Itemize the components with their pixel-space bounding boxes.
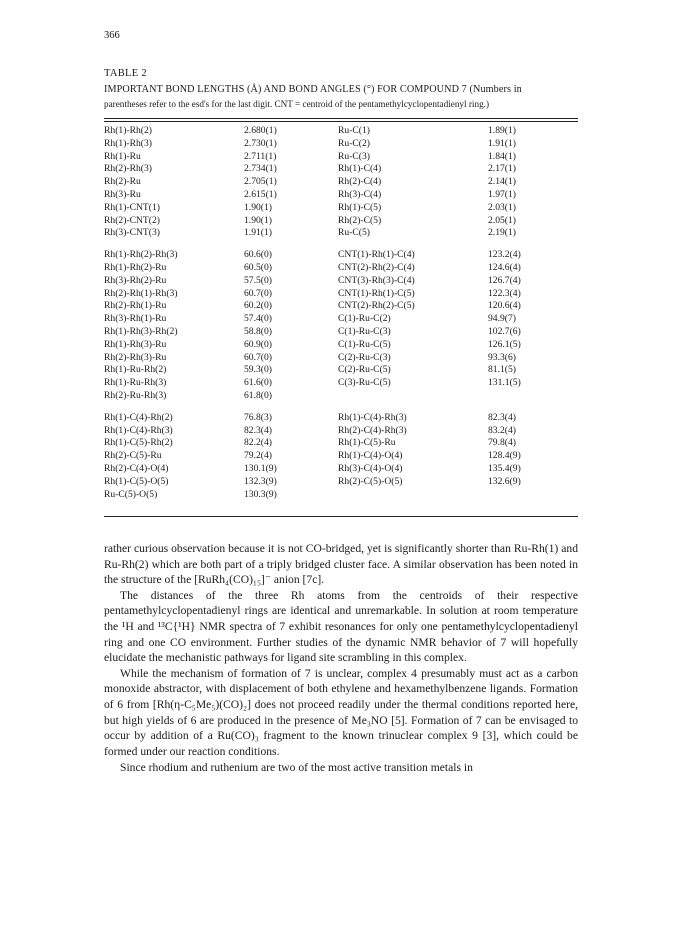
- bond-value: 1.90(1): [244, 201, 272, 213]
- caption-continuation: parentheses refer to the esd's for the last digit. CNT = centroid of the pentamethylcyclopentadienyl ring.): [104, 99, 490, 109]
- bond-label: Rh(1)-C(4)-O(4): [338, 450, 403, 462]
- bond-label: C(1)-Ru-C(5): [338, 338, 391, 350]
- bond-value: 60.7(0): [244, 287, 272, 299]
- table-row: [104, 412, 578, 425]
- page-number: 366: [104, 30, 120, 41]
- table-row: [104, 339, 578, 352]
- carbonyl-angles-group: [104, 412, 578, 502]
- bond-label: Ru-C(5): [338, 227, 370, 239]
- bond-value: 58.8(0): [244, 325, 272, 337]
- bond-label: Rh(1)-C(5)-Rh(2): [104, 437, 173, 449]
- bond-value: 57.4(0): [244, 313, 272, 325]
- bond-label: Rh(1)-C(4)-Rh(2): [104, 411, 173, 423]
- bond-label: Rh(1)-C(5)-O(5): [104, 475, 169, 487]
- table-row: [104, 288, 578, 301]
- bond-label: Ru-C(3): [338, 150, 370, 162]
- bond-label: Ru-C(1): [338, 125, 370, 136]
- bond-label: C(2)-Ru-C(5): [338, 364, 391, 376]
- bond-value: 60.2(0): [244, 300, 272, 312]
- bond-value: 82.3(4): [488, 411, 516, 423]
- bond-label: CNT(2)-Rh(2)-C(4): [338, 261, 415, 273]
- table-row: [104, 489, 578, 502]
- bond-value: 123.2(4): [488, 249, 521, 261]
- bond-value: 1.91(1): [488, 137, 516, 149]
- table-row: [104, 151, 578, 164]
- table-label: TABLE 2: [104, 68, 147, 79]
- bond-value: 82.2(4): [244, 437, 272, 449]
- table-row: [104, 163, 578, 176]
- bond-value: 102.7(6): [488, 325, 521, 337]
- bond-label: Rh(1)-CNT(1): [104, 201, 160, 213]
- paragraph-1: rather curious observation because it is not CO-bridged, yet is significantly shorter than Ru-Rh(1) and Ru-Rh(2) which are both part of a triply bridged cluster face. A similar observation has been noted in the structure of the [RuRh₄(CO)₁₅]⁻ anion [7c].: [104, 542, 578, 587]
- bond-label: C(1)-Ru-C(2): [338, 313, 391, 325]
- caption-main: IMPORTANT BOND LENGTHS (Å) AND BOND ANGLES (°) FOR COMPOUND 7 (Numbers in: [104, 84, 522, 95]
- bond-value: 122.3(4): [488, 287, 521, 299]
- bond-label: Ru-C(2): [338, 137, 370, 149]
- bond-value: 2.14(1): [488, 176, 516, 188]
- bond-value: 124.6(4): [488, 261, 521, 273]
- bond-label: Ru-C(5)-O(5): [104, 488, 158, 500]
- bond-value: 2.19(1): [488, 227, 516, 239]
- bond-value: 61.8(0): [244, 389, 272, 401]
- table-row: [104, 300, 578, 313]
- bond-value: 60.6(0): [244, 249, 272, 261]
- table-row: [104, 249, 578, 262]
- table-row: [104, 364, 578, 377]
- bond-value: 1.89(1): [488, 125, 516, 136]
- bond-label: Rh(2)-Ru: [104, 176, 141, 188]
- bond-label: Rh(1)-Rh(3)-Ru: [104, 338, 167, 350]
- bond-value: 57.5(0): [244, 274, 272, 286]
- bond-value: 132.6(9): [488, 475, 521, 487]
- bond-label: Rh(2)-Rh(3)-Ru: [104, 351, 167, 363]
- bond-label: Rh(1)-C(4): [338, 163, 382, 175]
- bond-value: 76.8(3): [244, 411, 272, 423]
- paragraph-4-partial: Since rhodium and ruthenium are two of the most active transition metals in: [120, 761, 473, 773]
- bond-value: 93.3(6): [488, 351, 516, 363]
- bond-value: 1.91(1): [244, 227, 272, 239]
- bond-label: Rh(2)-Rh(1)-Ru: [104, 300, 167, 312]
- bond-value: 2.615(1): [244, 188, 277, 200]
- bond-value: 120.6(4): [488, 300, 521, 312]
- table-caption: [104, 83, 576, 111]
- bond-label: Rh(2)-C(5)-O(5): [338, 475, 403, 487]
- table-row: [104, 189, 578, 202]
- bond-value: 1.90(1): [244, 214, 272, 226]
- bond-label: Rh(3)-Ru: [104, 188, 141, 200]
- bond-label: Rh(3)-CNT(3): [104, 227, 160, 239]
- table-row: [104, 476, 578, 489]
- paragraph-2: The distances of the three Rh atoms from the centroids of their respective pentamethylcyclopentadienyl rings are identical and unremarkable. In solution at room temperature the ¹H and ¹³C{¹H} NMR spectra of 7 exhibit resonances for only one pentamethylcyclopentadienyl ring and one CO environment. Further studies of the dynamic NMR behavior of 7 will hopefully elucidate the mechanistic pathways for ligand site scrambling in this complex.: [104, 588, 578, 665]
- bond-label: Rh(3)-Rh(1)-Ru: [104, 313, 167, 325]
- bond-label: Rh(2)-C(4)-O(4): [104, 462, 169, 474]
- bond-label: Rh(1)-C(4)-Rh(3): [338, 411, 407, 423]
- bond-label: Rh(2)-C(4): [338, 176, 382, 188]
- bond-value: 130.3(9): [244, 488, 277, 500]
- bond-label: Rh(1)-C(4)-Rh(3): [104, 424, 173, 436]
- bond-value: 60.5(0): [244, 261, 272, 273]
- table-row: [104, 463, 578, 476]
- bond-value: 94.9(7): [488, 313, 516, 325]
- table-row: [104, 326, 578, 339]
- bond-label: Rh(2)-C(5)-Ru: [104, 450, 162, 462]
- bond-value: 2.17(1): [488, 163, 516, 175]
- table-row: [104, 176, 578, 189]
- table-row: [104, 138, 578, 151]
- bond-value: 2.705(1): [244, 176, 277, 188]
- bond-value: 132.3(9): [244, 475, 277, 487]
- bond-label: Rh(1)-Rh(2)-Ru: [104, 261, 167, 273]
- table-row: [104, 215, 578, 228]
- table-row: [104, 425, 578, 438]
- bond-table: [104, 125, 578, 510]
- bond-label: Rh(2)-CNT(2): [104, 214, 160, 226]
- bond-value: 135.4(9): [488, 462, 521, 474]
- bond-value: 2.680(1): [244, 125, 277, 136]
- bond-label: Rh(3)-C(4): [338, 188, 382, 200]
- bond-label: Rh(2)-C(4)-Rh(3): [338, 424, 407, 436]
- bond-label: Rh(2)-Rh(1)-Rh(3): [104, 287, 178, 299]
- bond-value: 60.9(0): [244, 338, 272, 350]
- table-row: [104, 377, 578, 390]
- table-bottom-rule: [104, 516, 578, 517]
- bond-value: 2.05(1): [488, 214, 516, 226]
- bond-label: Rh(1)-Ru-Rh(3): [104, 377, 167, 389]
- bond-value: 60.7(0): [244, 351, 272, 363]
- bond-label: CNT(1)-Rh(1)-C(5): [338, 287, 415, 299]
- bond-label: C(2)-Ru-C(3): [338, 351, 391, 363]
- bond-value: 2.711(1): [244, 150, 277, 162]
- table-row: [104, 390, 578, 403]
- table-row: [104, 275, 578, 288]
- bond-value: 1.84(1): [488, 150, 516, 162]
- bond-value: 82.3(4): [244, 424, 272, 436]
- metal-angles-group: [104, 249, 578, 403]
- bond-label: CNT(2)-Rh(2)-C(5): [338, 300, 415, 312]
- bond-label: CNT(3)-Rh(3)-C(4): [338, 274, 415, 286]
- bond-lengths-group: [104, 125, 578, 240]
- bond-label: Rh(2)-Rh(3): [104, 163, 152, 175]
- bond-value: 61.6(0): [244, 377, 272, 389]
- bond-label: Rh(3)-C(4)-O(4): [338, 462, 403, 474]
- body-text: [104, 541, 578, 772]
- bond-label: Rh(3)-Rh(2)-Ru: [104, 274, 167, 286]
- paragraph-3: While the mechanism of formation of 7 is unclear, complex 4 presumably must act as a carbon monoxide abstractor, with displacement of both ethylene and hexamethylbenzene ligands. Formation of 6 from [Rh(η-C₅Me₅)(CO)₂] does not proceed readily under the thermal conditions reported here, but high yields of 6 are produced in the presence of Me₃NO [5]. Formation of 7 can be envisaged to occur by addition of a Ru(CO)₃ fragment to the known trinuclear complex 9 [3], which could be formed under our reaction conditions.: [104, 666, 578, 758]
- bond-label: Rh(1)-C(5): [338, 201, 382, 213]
- table-top-rule: [104, 118, 578, 119]
- bond-label: Rh(1)-Rh(2)-Rh(3): [104, 249, 178, 261]
- table-row: [104, 352, 578, 365]
- table-row: [104, 313, 578, 326]
- bond-label: CNT(1)-Rh(1)-C(4): [338, 249, 415, 261]
- table-row: [104, 202, 578, 215]
- table-row: [104, 262, 578, 275]
- bond-value: 2.03(1): [488, 201, 516, 213]
- bond-label: Rh(1)-C(5)-Ru: [338, 437, 396, 449]
- bond-label: Rh(1)-Rh(2): [104, 125, 152, 136]
- bond-label: Rh(1)-Rh(3)-Rh(2): [104, 325, 178, 337]
- table-row: [104, 125, 578, 138]
- bond-value: 1.97(1): [488, 188, 516, 200]
- bond-value: 128.4(9): [488, 450, 521, 462]
- table-row: [104, 450, 578, 463]
- bond-value: 126.1(5): [488, 338, 521, 350]
- bond-value: 131.1(5): [488, 377, 521, 389]
- bond-value: 79.8(4): [488, 437, 516, 449]
- table-row: [104, 227, 578, 240]
- table-row: [104, 437, 578, 450]
- bond-value: 2.734(1): [244, 163, 277, 175]
- bond-value: 79.2(4): [244, 450, 272, 462]
- bond-label: Rh(1)-Ru: [104, 150, 141, 162]
- bond-value: 59.3(0): [244, 364, 272, 376]
- bond-label: Rh(1)-Ru-Rh(2): [104, 364, 167, 376]
- bond-label: Rh(1)-Rh(3): [104, 137, 152, 149]
- bond-value: 2.730(1): [244, 137, 277, 149]
- bond-value: 126.7(4): [488, 274, 521, 286]
- bond-value: 130.1(9): [244, 462, 277, 474]
- bond-value: 83.2(4): [488, 424, 516, 436]
- bond-label: Rh(2)-Ru-Rh(3): [104, 389, 167, 401]
- bond-label: Rh(2)-C(5): [338, 214, 382, 226]
- bond-label: C(1)-Ru-C(3): [338, 325, 391, 337]
- table-top-rule-double: [104, 121, 578, 122]
- bond-value: 81.1(5): [488, 364, 516, 376]
- bond-label: C(3)-Ru-C(5): [338, 377, 391, 389]
